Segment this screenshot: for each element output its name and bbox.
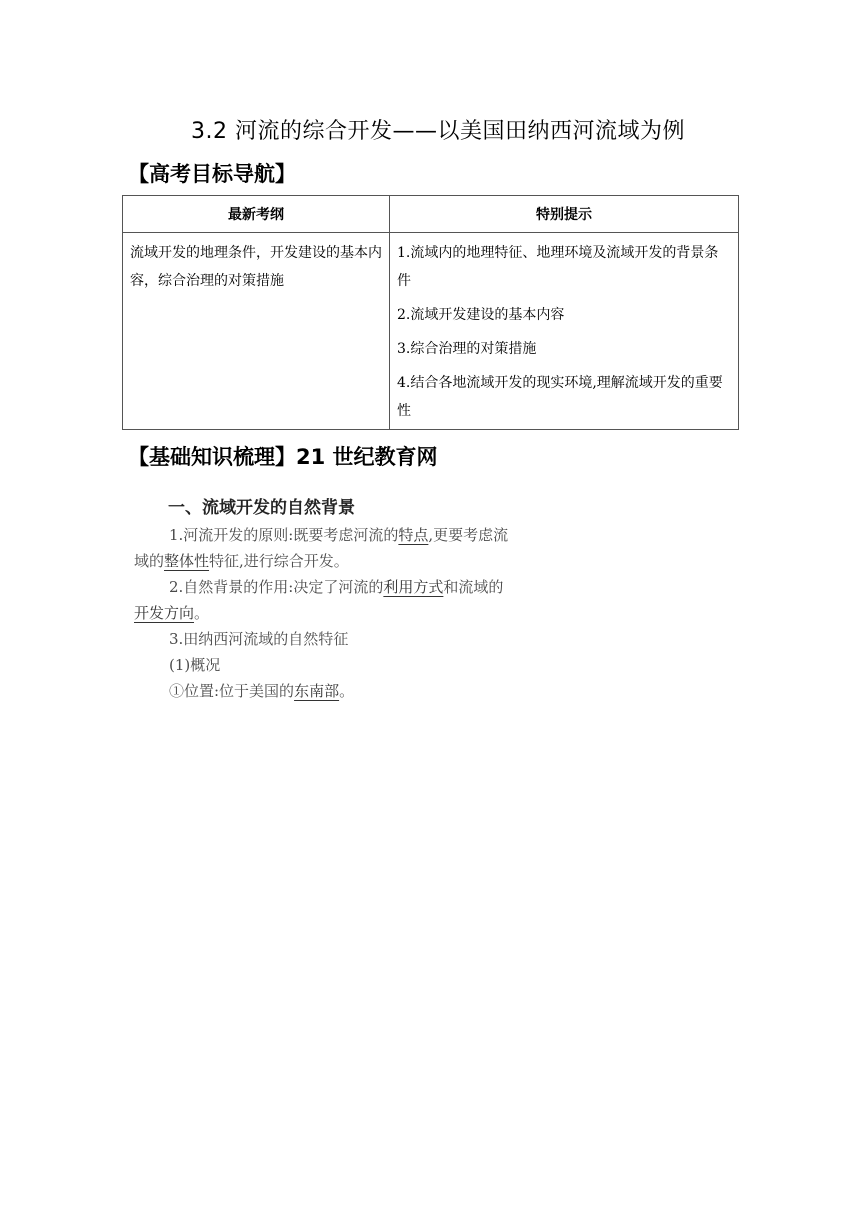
- goals-table: [122, 195, 739, 430]
- text: 特征,进行综合开发。: [209, 552, 349, 570]
- table-header-hints: 特别提示: [390, 196, 739, 233]
- excerpt-subheading: 一、流域开发的自然背景: [168, 498, 355, 518]
- page-title: 3.2 河流的综合开发——以美国田纳西河流域为例: [191, 119, 685, 144]
- excerpt-line: (1)概况: [169, 656, 221, 674]
- scanned-textbook-excerpt: [134, 493, 560, 704]
- hint-item: 2.流域开发建设的基本内容: [397, 307, 565, 323]
- excerpt-line: 3.田纳西河流域的自然特征: [169, 630, 349, 648]
- excerpt-line: [134, 600, 560, 626]
- hint-item: 3.综合治理的对策措施: [397, 341, 537, 357]
- section-heading-goals: 【高考目标导航】: [128, 162, 296, 186]
- text: ,更要考虑流: [428, 526, 509, 544]
- underlined-term: 开发方向: [134, 604, 195, 622]
- text: ①位置:位于美国的: [169, 682, 295, 700]
- text: 域的: [134, 552, 165, 570]
- text: 。: [194, 604, 210, 622]
- text: 和流域的: [443, 578, 504, 596]
- underlined-term: 特点: [398, 526, 429, 544]
- syllabus-cell: 流域开发的地理条件，开发建设的基本内容，综合治理的对策措施: [123, 233, 390, 430]
- excerpt-line: [160, 522, 560, 548]
- text: 。: [339, 682, 355, 700]
- excerpt-line: [160, 678, 560, 704]
- text: 1.河流开发的原则:既要考虑河流的: [169, 526, 399, 544]
- text: 2.自然背景的作用:决定了河流的: [169, 578, 384, 596]
- excerpt-line: [160, 574, 560, 600]
- underlined-term: 利用方式: [383, 578, 444, 596]
- hints-cell: [390, 233, 739, 430]
- section-heading-basics: 【基础知识梳理】21 世纪教育网: [128, 445, 438, 469]
- excerpt-line: [134, 548, 560, 574]
- hint-item: 4.结合各地流域开发的现实环境,理解流域开发的重要性: [397, 375, 723, 419]
- table-row: [123, 233, 739, 430]
- underlined-term: 整体性: [164, 552, 210, 570]
- table-header-syllabus: 最新考纲: [123, 196, 390, 233]
- table-header-row: [123, 196, 739, 233]
- hint-item: 1.流域内的地理特征、地理环境及流域开发的背景条件: [397, 245, 719, 289]
- underlined-term: 东南部: [294, 682, 340, 700]
